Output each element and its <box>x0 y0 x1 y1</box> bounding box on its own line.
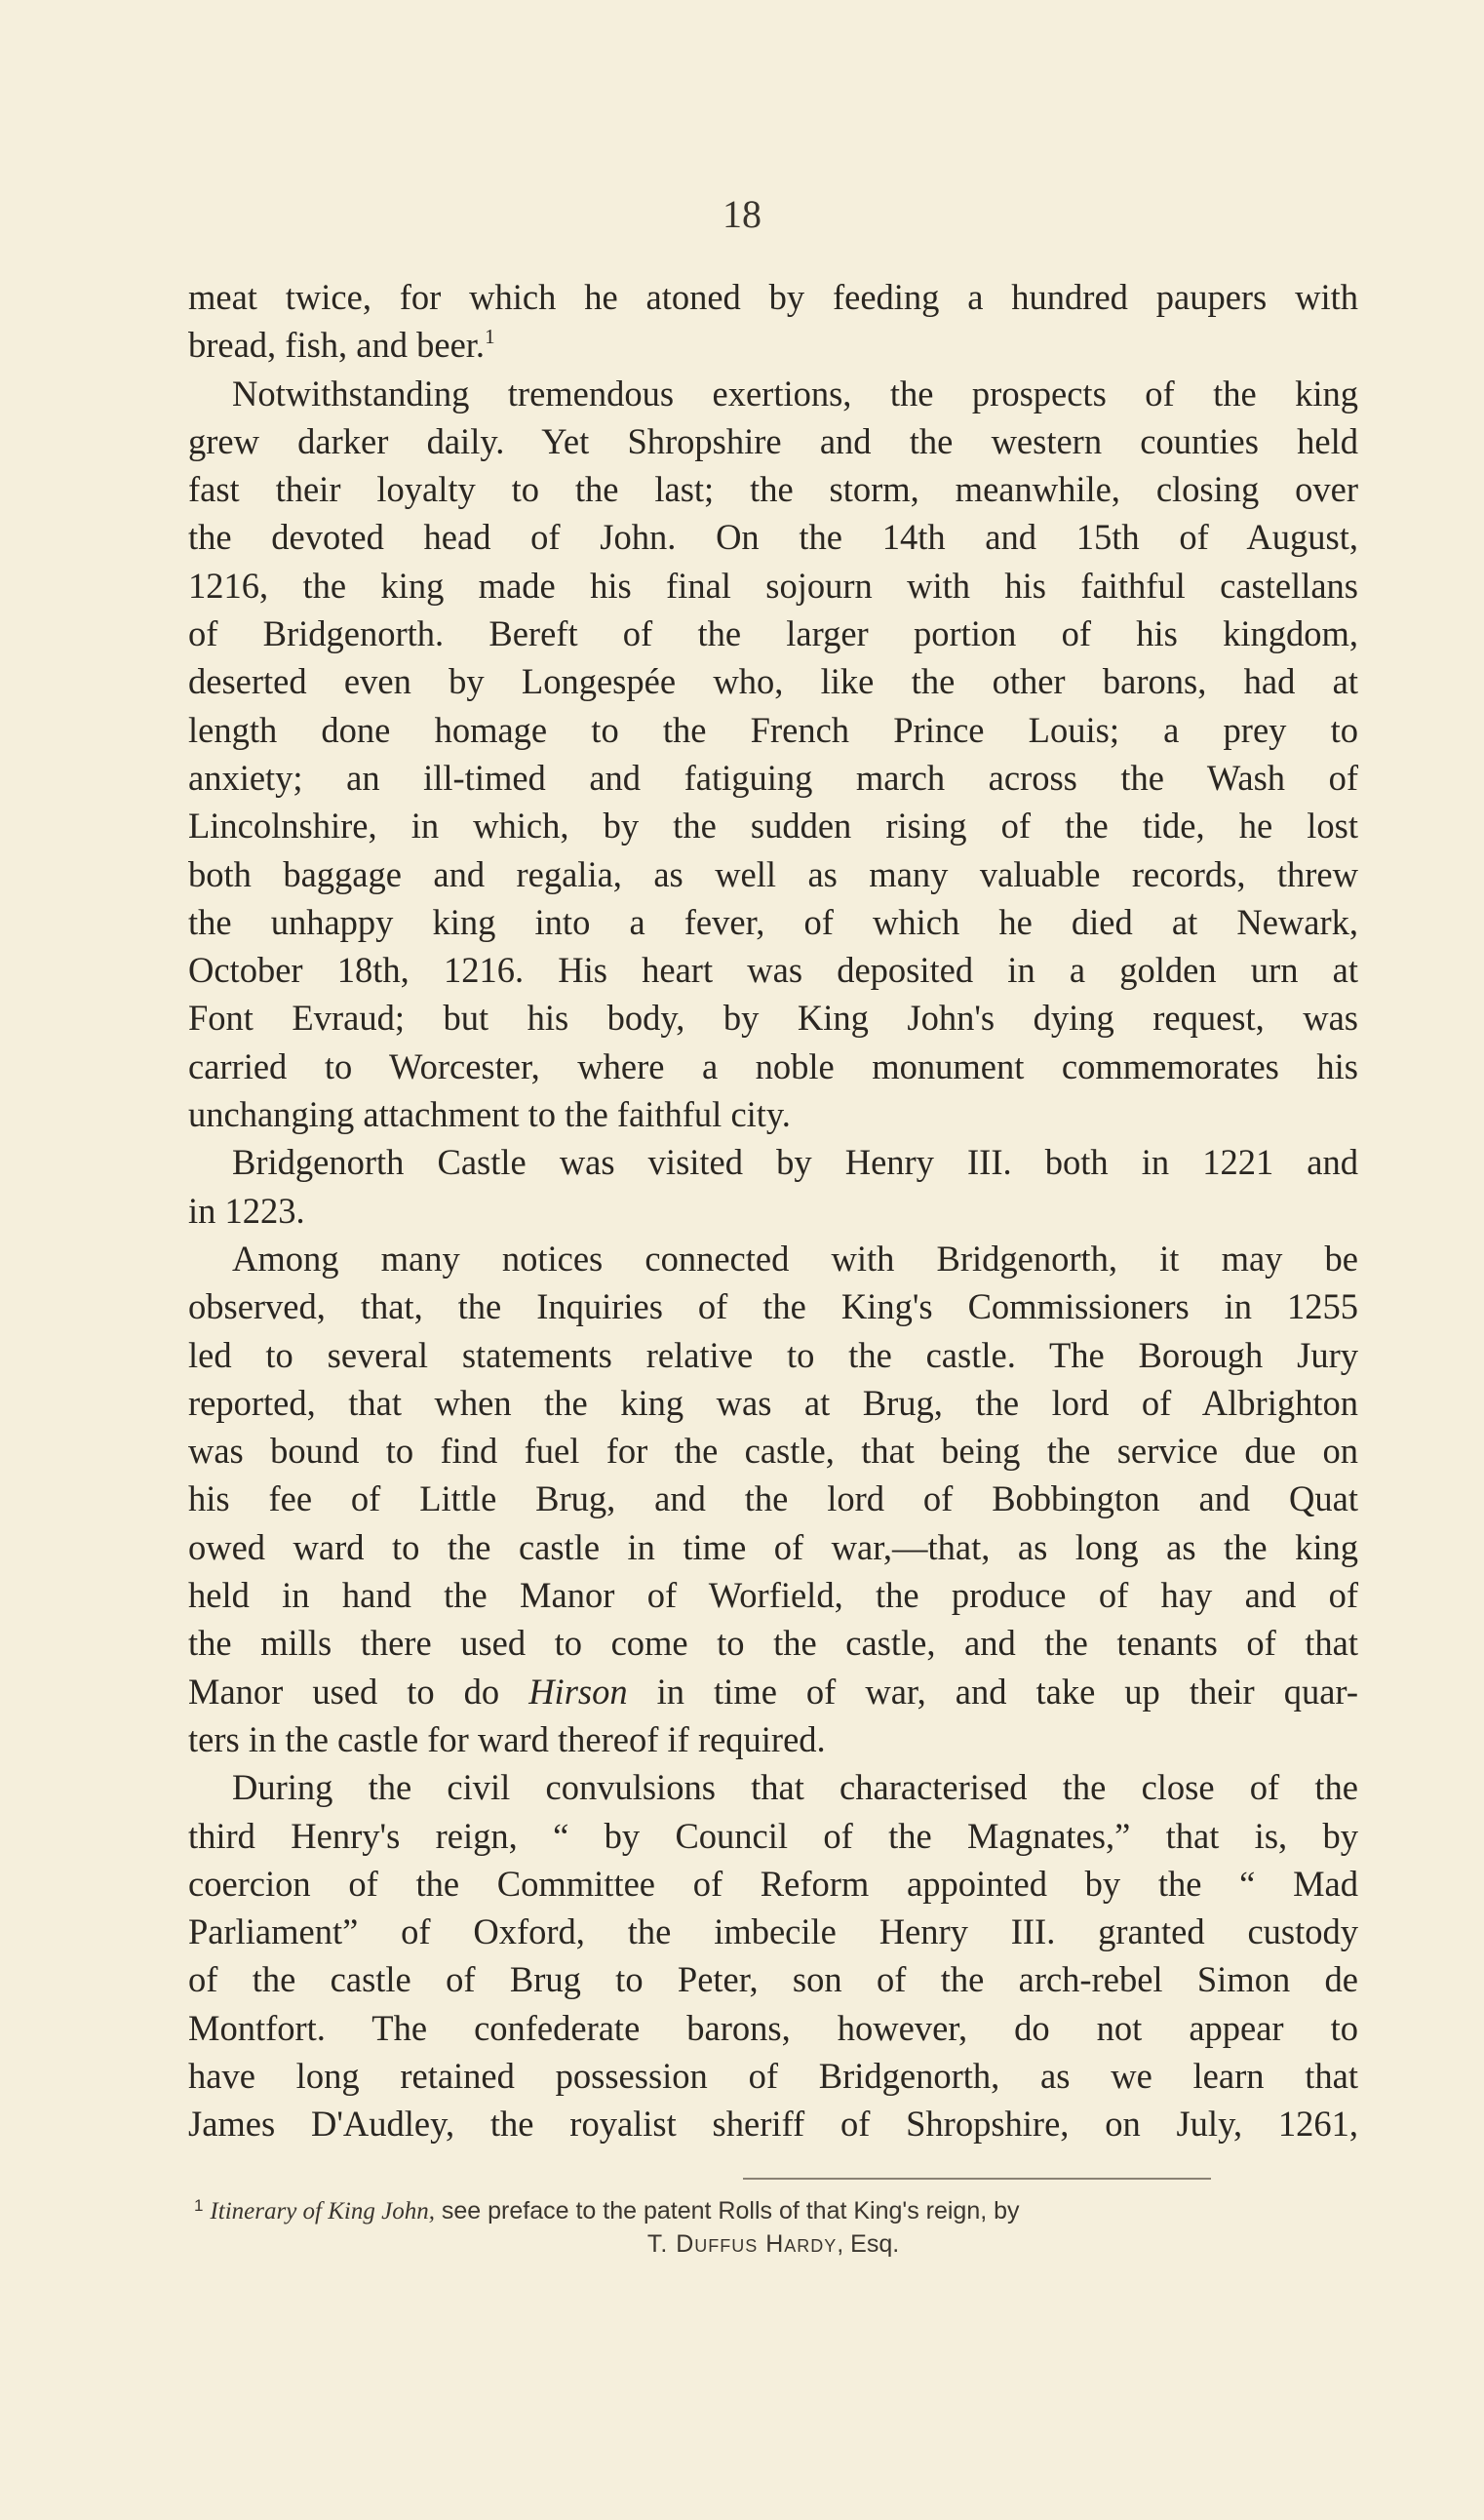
text-line: the unhappy king into a fever, of which he died at Newark, <box>188 901 1358 942</box>
text-line: October 18th, 1216. His heart was deposited in a golden urn at <box>188 950 1358 991</box>
footnote-marker: 1 <box>194 2196 204 2215</box>
text-line: anxiety; an ill-timed and fatiguing march across the Wash of <box>188 757 1358 798</box>
text-line: owed ward to the castle in time of war,—that, as long as the king <box>188 1526 1358 1567</box>
footnote-text: see preface to the patent Rolls of that King's reign, by <box>434 2197 1020 2225</box>
footnote-suffix: , Esq. <box>837 2230 900 2258</box>
text-line: 1216, the king made his final sojourn with his faithful castellans <box>188 565 1358 606</box>
text-line: third Henry's reign, “ by Council of the Magnates,” that is, by <box>188 1815 1358 1856</box>
text-line: Manor used to do Hirson in time of war, and take up their quar- <box>188 1671 1358 1712</box>
text-line: fast their loyalty to the last; the storm, meanwhile, closing over <box>188 469 1358 510</box>
text-line: Montfort. The confederate barons, however, do not appear to <box>188 2007 1358 2048</box>
footnote-line <box>188 2194 1358 2227</box>
text-line: was bound to find fuel for the castle, that being the service due on <box>188 1431 1358 1472</box>
text-line: both baggage and regalia, as well as many valuable records, threw <box>188 853 1358 894</box>
text-line: James D'Audley, the royalist sheriff of Shropshire, on July, 1261, <box>188 2104 1358 2145</box>
footnote-reference: 1 <box>485 325 495 349</box>
text-line: reported, that when the king was at Brug, the lord of Albrighton <box>188 1382 1358 1423</box>
text-line: meat twice, for which he atoned by feeding a hundred paupers with <box>188 277 1358 317</box>
footnote-author: T. Duffus Hardy <box>646 2230 838 2258</box>
text-line: have long retained possession of Bridgenorth, as we learn that <box>188 2055 1358 2096</box>
text-line: coercion of the Committee of Reform appointed by the “ Mad <box>188 1863 1358 1904</box>
text-line: Parliament” of Oxford, the imbecile Henry III. granted custody <box>188 1911 1358 1952</box>
text-line: Font Evraud; but his body, by King John's dying request, was <box>188 998 1358 1039</box>
text-line: deserted even by Longespée who, like the other barons, had at <box>188 661 1358 702</box>
footnote-divider <box>743 2178 1211 2180</box>
text-line: carried to Worcester, where a noble monument commemorates his <box>188 1045 1358 1086</box>
text-line: bread, fish, and beer.$^1$ <box>188 325 495 366</box>
text-line: led to several statements relative to the castle. The Borough Jury <box>188 1334 1358 1375</box>
text-line: unchanging attachment to the faithful city. <box>188 1094 791 1135</box>
text-line: Lincolnshire, in which, by the sudden rising of the tide, he lost <box>188 806 1358 847</box>
text-line: the devoted head of John. On the 14th and 15th of August, <box>188 517 1358 558</box>
text-line: his fee of Little Brug, and the lord of Bobbington and Quat <box>188 1478 1358 1519</box>
text-line: Among many notices connected with Bridgenorth, it may be <box>232 1238 1358 1279</box>
text-line: held in hand the Manor of Worfield, the produce of hay and of <box>188 1575 1358 1616</box>
italic-term: Hirson <box>528 1671 628 1712</box>
text-line: in 1223. <box>188 1190 305 1231</box>
text-line: Bridgenorth Castle was visited by Henry III. both in 1221 and <box>232 1142 1358 1183</box>
text-line: observed, that, the Inquiries of the King's Commissioners in 1255 <box>188 1286 1358 1327</box>
text-line: of Bridgenorth. Bereft of the larger portion of his kingdom, <box>188 613 1358 654</box>
text-line: ters in the castle for ward thereof if required. <box>188 1718 826 1759</box>
text-line: Notwithstanding tremendous exertions, the prospects of the king <box>232 373 1358 413</box>
page-number: 18 <box>722 192 762 236</box>
text-line: length done homage to the French Prince Louis; a prey to <box>188 709 1358 750</box>
text-line: of the castle of Brug to Peter, son of the arch-rebel Simon de <box>188 1959 1358 2000</box>
body-text <box>188 273 1358 2148</box>
text-line: During the civil convulsions that characterised the close of the <box>232 1767 1358 1808</box>
footnote <box>188 2194 1358 2261</box>
footnote-line <box>188 2227 1358 2261</box>
footnote-title: Itinerary of King John, <box>210 2198 435 2225</box>
text-line: the mills there used to come to the castle, and the tenants of that <box>188 1623 1358 1664</box>
text-line: grew darker daily. Yet Shropshire and the western counties held <box>188 420 1358 461</box>
